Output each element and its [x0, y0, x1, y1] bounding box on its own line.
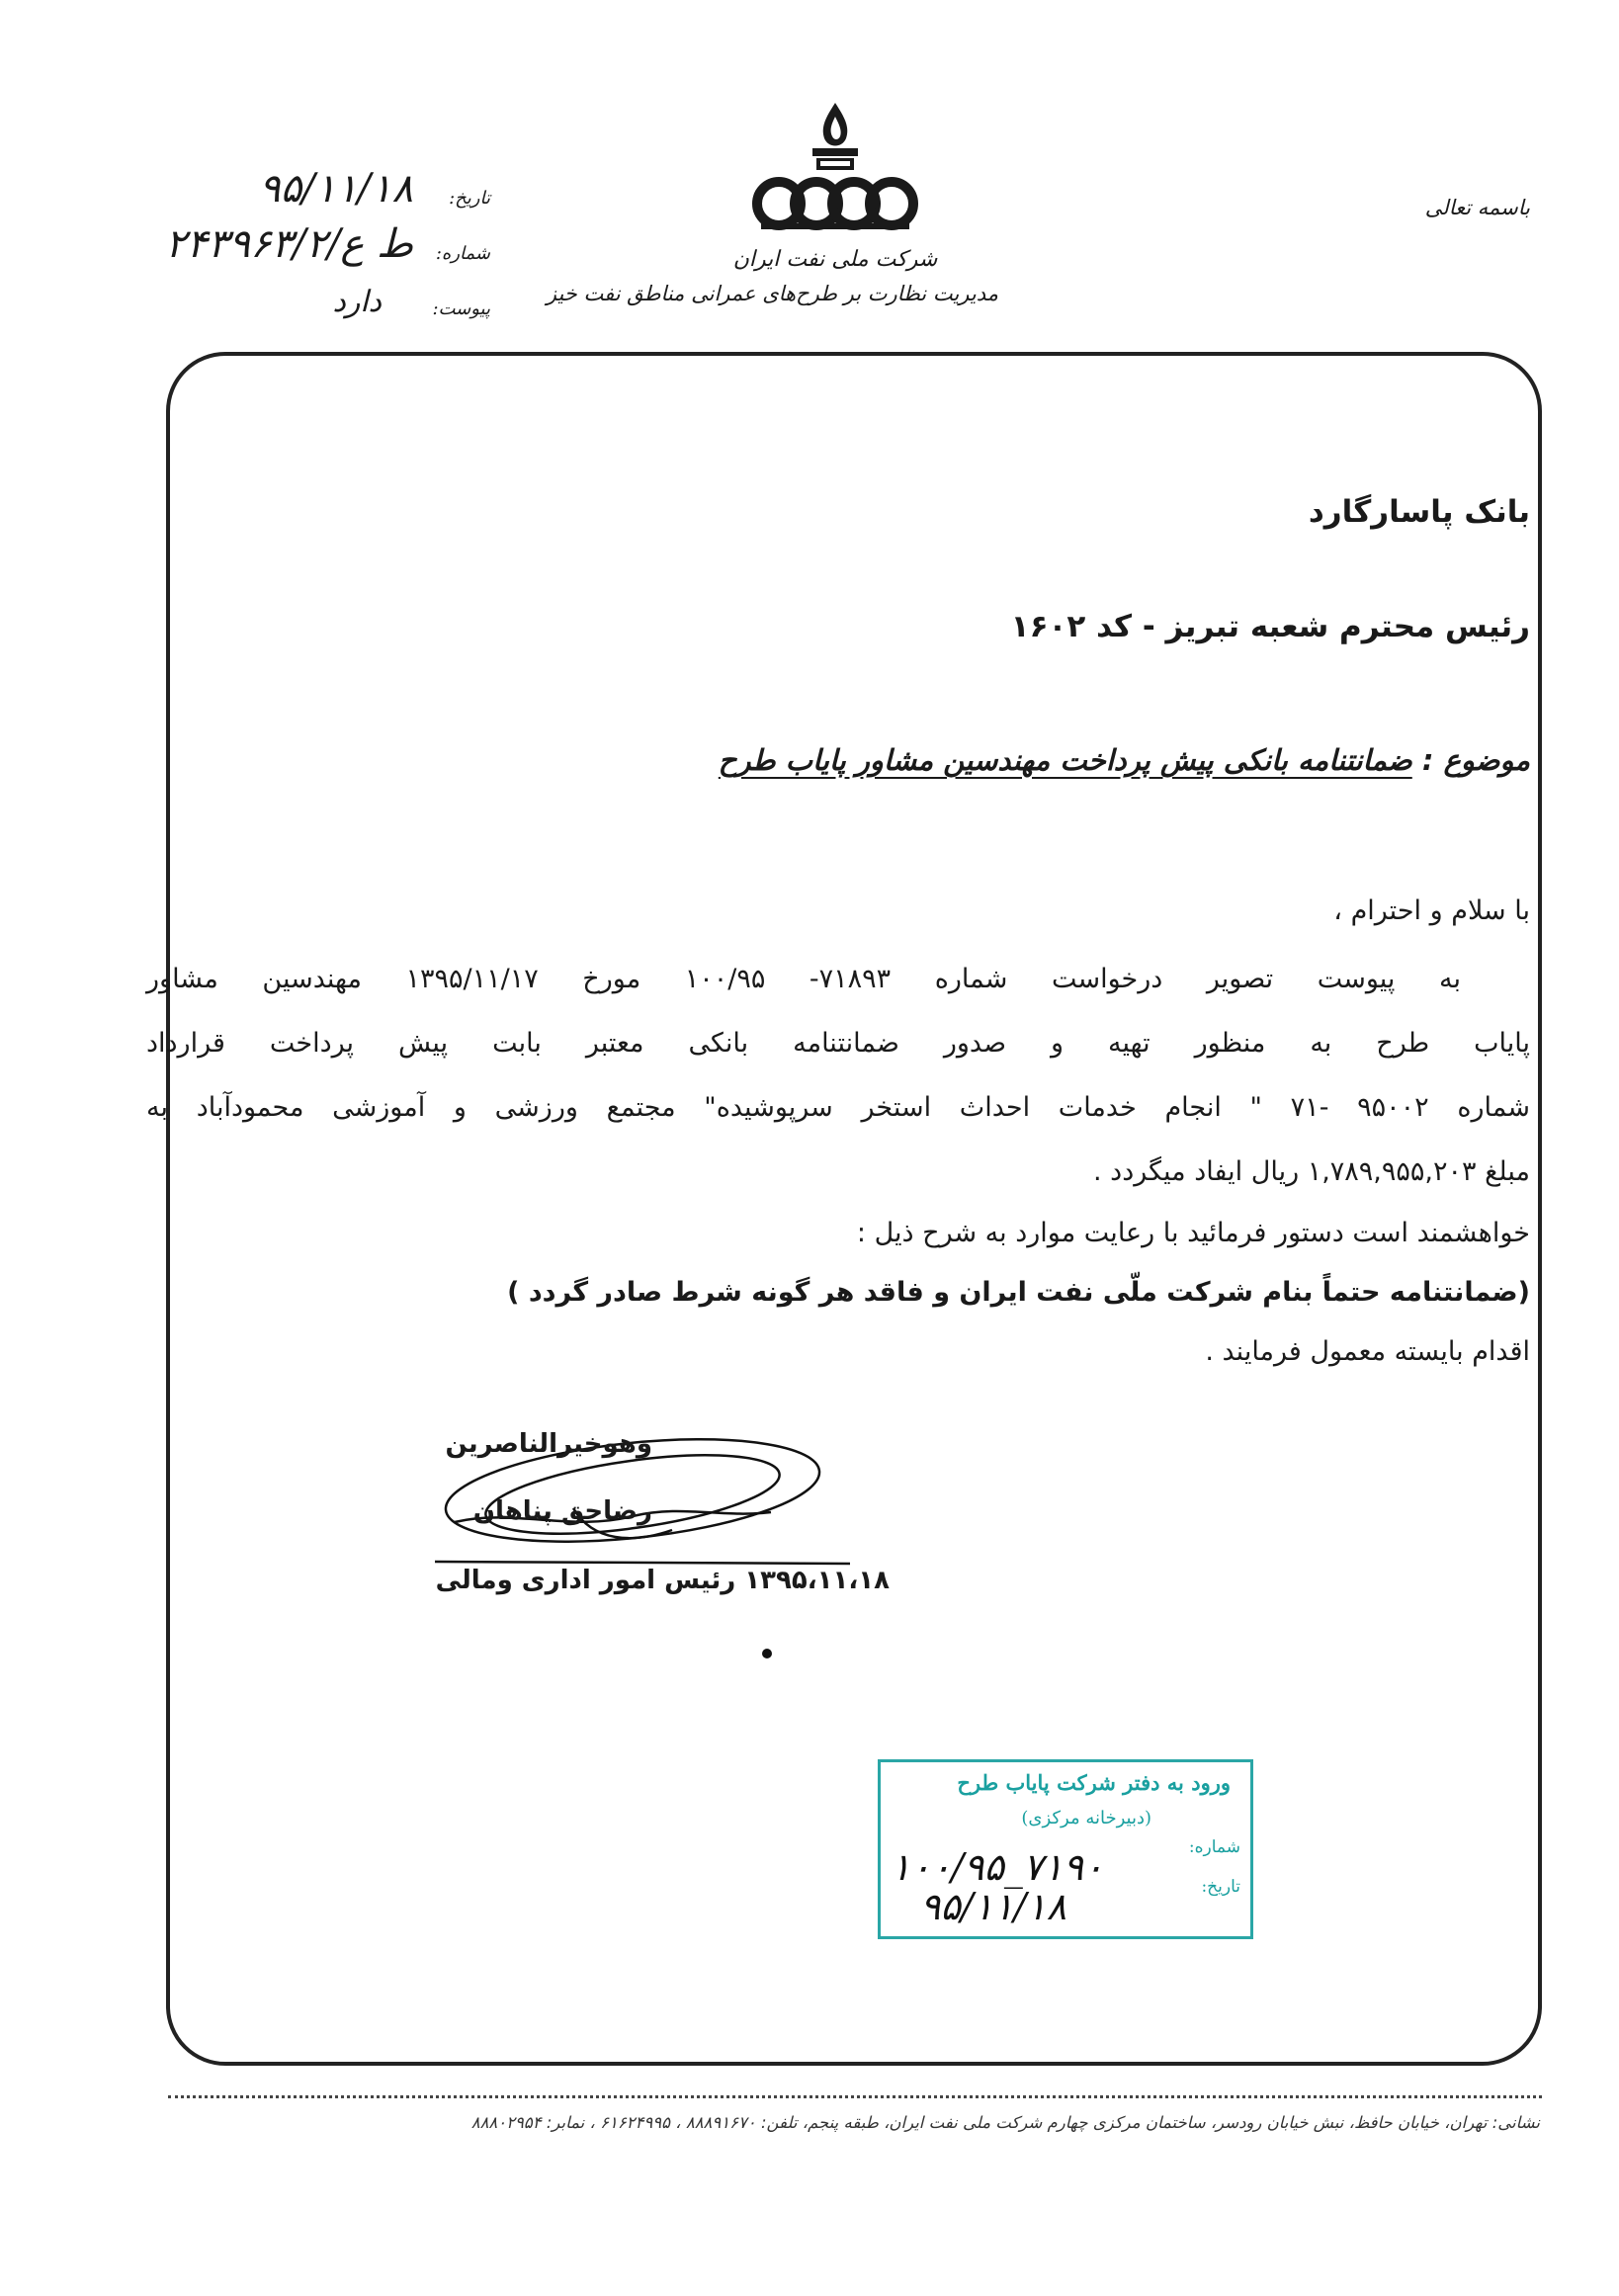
stamp-date-label: تاریخ:: [1201, 1877, 1240, 1897]
letter-meta: [95, 166, 490, 332]
recipient: بانک پاسارگارد: [1308, 494, 1530, 530]
paragraph-line: مبلغ ۱,۷۸۹,۹۵۵,۲۰۳ ریال ایفاد میگردد .: [1093, 1156, 1530, 1187]
body-paragraph: [146, 947, 1530, 1204]
stamp-title: ورود به دفتر شرکت پایاب طرح: [957, 1770, 1231, 1795]
meta-attachment-row: [95, 277, 490, 332]
subject-value: ضمانتنامه بانکی پیش پرداخت مهندسین مشاور پایاب طرح: [718, 743, 1412, 777]
closing-line: اقدام بایسته معمول فرمایند .: [1205, 1336, 1530, 1367]
receipt-stamp: [878, 1759, 1253, 1939]
condition-line: (ضمانتنامه حتماً بنام شرکت ملّی نفت ایران و فاقد هر گونه شرط صادر گردد ): [507, 1277, 1530, 1308]
basmala: باسمه تعالی: [1424, 196, 1530, 219]
signatory-title: ۱۳۹۵،۱۱،۱۸ رئیس امور اداری ومالی: [435, 1566, 890, 1595]
stamp-subtitle: (دبیرخانه مرکزی): [1021, 1808, 1151, 1828]
date-value: ۹۵/۱۱/۱۸: [259, 166, 413, 212]
footer-address: نشانی: تهران، خیابان حافظ، نبش خیابان رودسر، ساختمان مرکزی چهارم شرکت ملی نفت ایران، طبقه پنجم، تلفن: ۸۸۸۹۱۶۷۰ ، ۶۱۶۲۴۹۹۵ ، نمابر: ۸۸۸۰۲۹۵۴: [470, 2113, 1540, 2132]
paragraph-line: شماره ۹۵۰۰۲ -۷۱ " انجام خدمات احداث استخر سرپوشیده" مجتمع ورزشی و آموزشی محمودآباد به: [146, 1092, 1531, 1123]
number-label: شماره:: [435, 243, 490, 264]
paragraph-line: به پیوست تصویر درخواست شماره ۷۱۸۹۳- ۱۰۰/۹۵ مورخ ۱۳۹۵/۱۱/۱۷ مهندسین مشاور: [146, 964, 1461, 994]
attachment-label: پیوست:: [432, 298, 490, 319]
stamp-number-label: شماره:: [1188, 1837, 1240, 1857]
request-line: خواهشمند است دستور فرمائید با رعایت موارد به شرح ذیل :: [856, 1218, 1530, 1248]
stamp-date-value: ۹۵/۱۱/۱۸: [920, 1885, 1067, 1928]
signature-motto: وهوخیرالناصرین: [445, 1429, 652, 1459]
nioc-emblem-icon: [741, 97, 929, 245]
subject-label: موضوع :: [1421, 743, 1530, 777]
number-value: ط ع/۲۴۳۹۶۳/۲: [165, 221, 413, 267]
paragraph-line: پایاب طرح به منظور تهیه و صدور ضمانتنامه بانکی معتبر بابت پیش پرداخت قرارداد: [146, 1028, 1530, 1059]
company-name: شرکت ملی نفت ایران: [732, 247, 938, 272]
attachment-value: دارد: [332, 285, 382, 319]
meta-date-row: [95, 166, 490, 221]
branch-addressee: رئیس محترم شعبه تبریز - کد ۱۶۰۲: [1010, 609, 1530, 644]
company-logo: [546, 97, 998, 305]
greeting: با سلام و احترام ،: [1333, 895, 1530, 926]
ink-dot: [762, 1649, 772, 1658]
stamp-number-value: ۷۱۹۰_۱۰۰/۹۵: [891, 1845, 1104, 1889]
meta-number-row: [95, 221, 490, 277]
footer-divider: [168, 2095, 1542, 2098]
department-name: مدیریت نظارت بر طرح‌های عمرانی مناطق نفت خیز: [546, 282, 998, 305]
subject-line: [719, 743, 1530, 777]
date-label: تاریخ:: [449, 188, 490, 209]
signatory-name: رضاحق پناهان: [472, 1496, 652, 1526]
